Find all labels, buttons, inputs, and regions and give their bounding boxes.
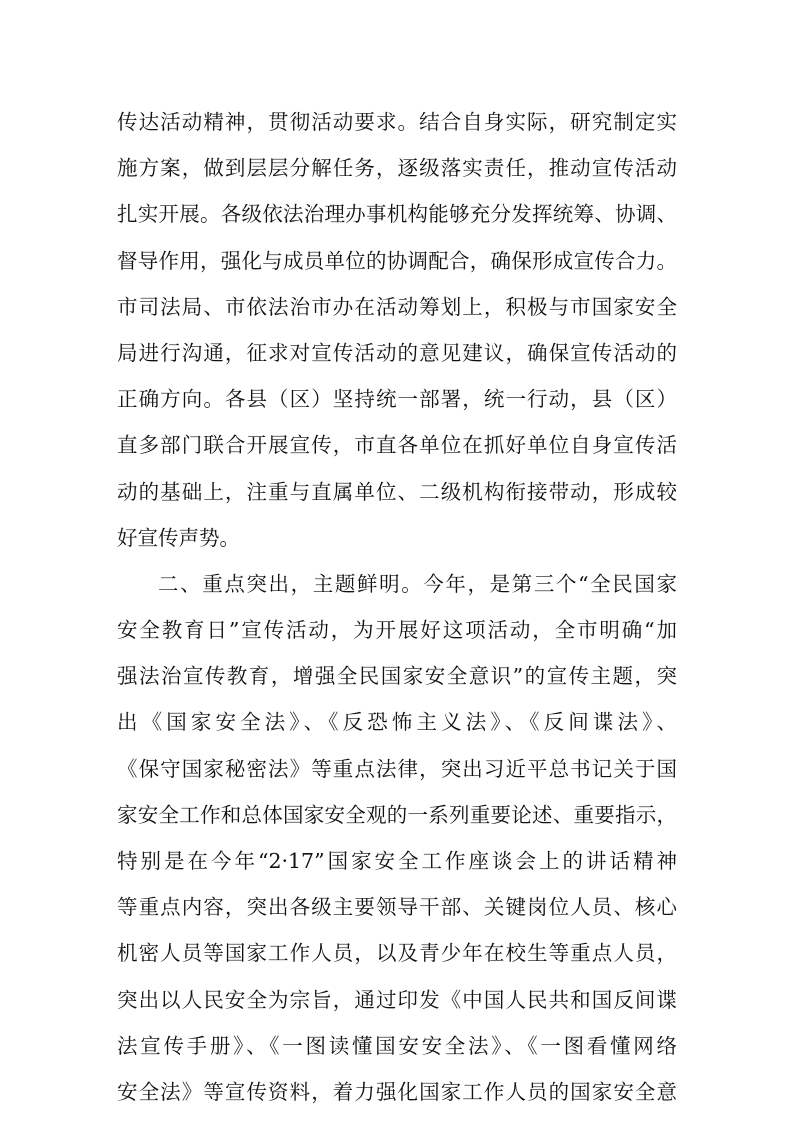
text-line: 安全法》等宣传资料，着力强化国家工作人员的国家安全意 xyxy=(117,1079,677,1104)
text-line: 突出以人民安全为宗旨，通过印发《中国人民共和国反间谍 xyxy=(117,987,677,1012)
text-line: 动的基础上，注重与直属单位、二级机构衔接带动，形成较 xyxy=(117,479,677,504)
text-line: 正确方向。各县（区）坚持统一部署，统一行动，县（区） xyxy=(117,387,677,412)
text-line: 安全教育日”宣传活动，为开展好这项活动，全市明确“加 xyxy=(117,618,677,643)
text-line: 督导作用，强化与成员单位的协调配合，确保形成宣传合力。 xyxy=(117,248,677,273)
text-line: 市司法局、市依法治市办在活动筹划上，积极与市国家安全 xyxy=(117,294,677,319)
text-line: 施方案，做到层层分解任务，逐级落实责任，推动宣传活动 xyxy=(117,156,677,181)
text-line: 等重点内容，突出各级主要领导干部、关键岗位人员、核心 xyxy=(117,895,677,920)
text-line: 直多部门联合开展宣传，市直各单位在抓好单位自身宣传活 xyxy=(117,433,677,458)
section-heading-line: 二、重点突出，主题鲜明。今年，是第三个“全民国家 xyxy=(158,571,677,596)
text-line: 出《国家安全法》、《反恐怖主义法》、《反间谍法》、 xyxy=(117,710,677,735)
text-line: 强法治宣传教育，增强全民国家安全意识”的宣传主题，突 xyxy=(117,664,677,689)
text-line: 局进行沟通，征求对宣传活动的意见建议，确保宣传活动的 xyxy=(117,340,677,365)
text-line: 传达活动精神，贯彻活动要求。结合自身实际，研究制定实 xyxy=(117,110,677,134)
text-line: 《保守国家秘密法》等重点法律，突出习近平总书记关于国 xyxy=(117,756,677,781)
text-line: 机密人员等国家工作人员，以及青少年在校生等重点人员， xyxy=(117,941,677,966)
text-line: 特别是在今年“2·17”国家安全工作座谈会上的讲话精神 xyxy=(117,849,677,873)
text-line: 扎实开展。各级依法治理办事机构能够充分发挥统筹、协调、 xyxy=(117,202,677,227)
text-line: 法宣传手册》、《一图读懂国安安全法》、《一图看懂网络 xyxy=(117,1033,677,1058)
paragraph-end-line: 好宣传声势。 xyxy=(117,525,240,550)
body-text xyxy=(117,99,677,1115)
text-line: 家安全工作和总体国家安全观的一系列重要论述、重要指示， xyxy=(117,802,677,827)
